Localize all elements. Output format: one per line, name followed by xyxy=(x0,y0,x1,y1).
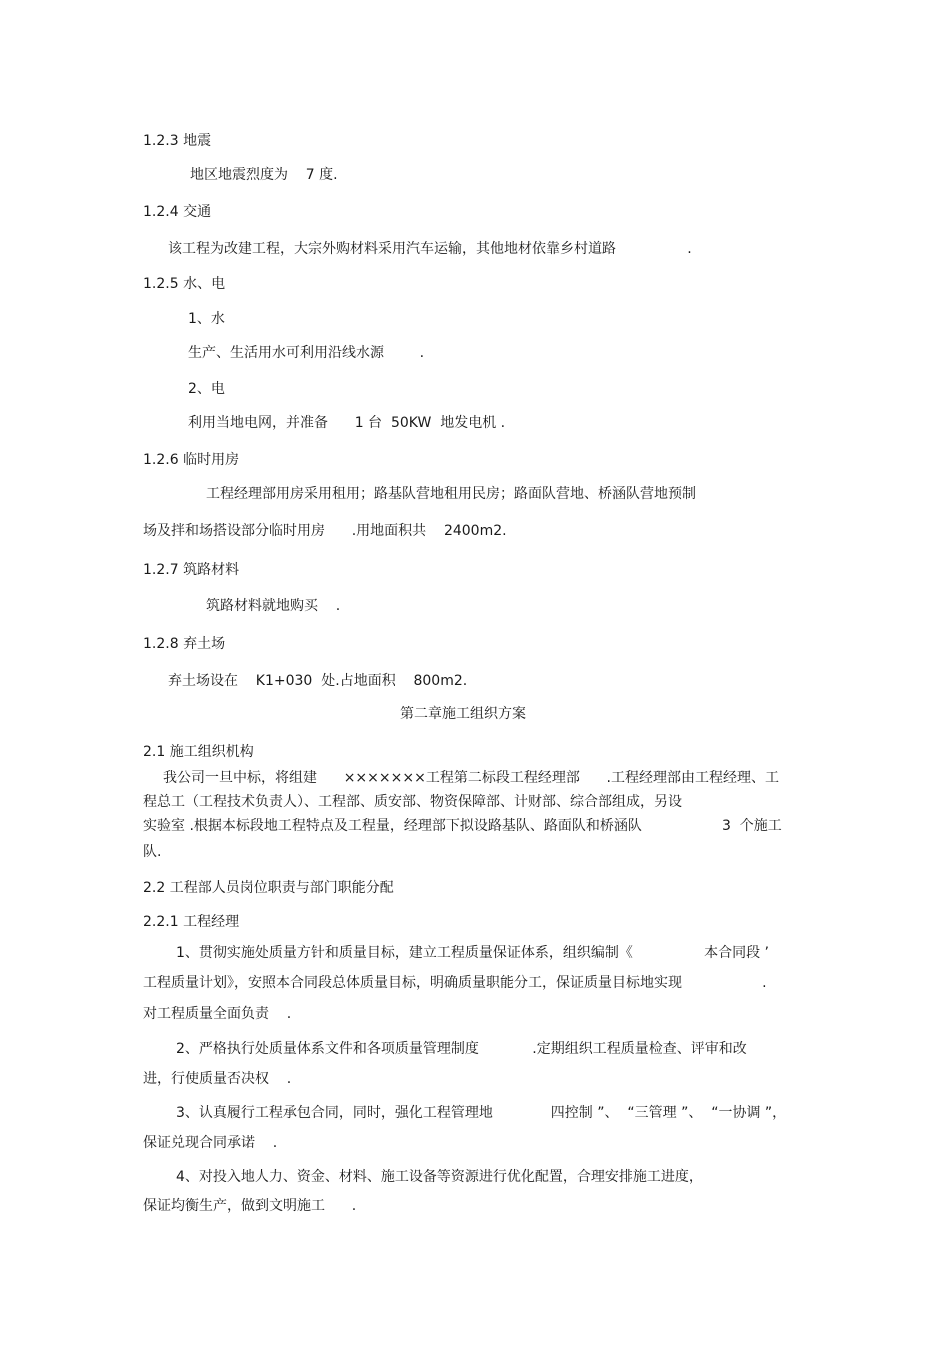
section-heading: 1.2.8 弃土场 xyxy=(143,636,226,652)
section-heading: 2.2 工程部人员岗位职责与部门职能分配 xyxy=(143,880,394,896)
section-heading: 2.1 施工组织机构 xyxy=(143,744,254,760)
paragraph-line: 进，行使质量否决权 . xyxy=(143,1071,292,1087)
paragraph-line: 工程经理部用房采用租用；路基队营地租用民房；路面队营地、桥涵队营地预制 xyxy=(206,486,696,502)
paragraph-line: 4、对投入地人力、资金、材料、施工设备等资源进行优化配置，合理安排施工进度， xyxy=(176,1169,703,1185)
section-heading: 2.2.1 工程经理 xyxy=(143,914,240,930)
paragraph-line: 程总工（工程技术负责人）、工程部、质安部、物资保障部、计财部、综合部组成，另设 xyxy=(143,794,682,810)
paragraph-line: 队. xyxy=(143,844,162,860)
section-heading: 1.2.7 筑路材料 xyxy=(143,562,240,578)
paragraph-line: 筑路材料就地购买 . xyxy=(206,598,341,614)
paragraph-line: 实验室 .根据本标段地工程特点及工程量，经理部下拟设路基队、路面队和桥涵队 3 个施工 xyxy=(143,818,782,834)
paragraph-line: 工程质量计划》，安照本合同段总体质量目标，明确质量职能分工，保证质量目标地实现 . xyxy=(143,975,767,991)
paragraph-line: 生产、生活用水可利用沿线水源 . xyxy=(188,345,425,361)
paragraph-line: 我公司一旦中标，将组建 ×××××××工程第二标段工程经理部 .工程经理部由工程经理、工 xyxy=(163,770,779,786)
paragraph-line: 该工程为改建工程，大宗外购材料采用汽车运输，其他地材依靠乡村道路 . xyxy=(168,241,692,257)
paragraph-line: 保证均衡生产，做到文明施工 . xyxy=(143,1198,357,1214)
chapter-title: 第二章施工组织方案 xyxy=(400,706,526,722)
section-heading: 1.2.3 地震 xyxy=(143,133,212,149)
paragraph-line: 对工程质量全面负责 . xyxy=(143,1006,292,1022)
section-heading: 1.2.5 水、电 xyxy=(143,276,226,292)
paragraph-line: 场及拌和场搭设部分临时用房 .用地面积共 2400m2. xyxy=(143,523,507,539)
paragraph-line: 保证兑现合同承诺 . xyxy=(143,1135,278,1151)
list-item-label: 2、电 xyxy=(188,381,225,397)
paragraph-line: 地区地震烈度为 7 度. xyxy=(190,167,338,183)
section-heading: 1.2.6 临时用房 xyxy=(143,452,240,468)
paragraph-line: 弃土场设在 K1+030 处.占地面积 800m2. xyxy=(168,673,468,689)
paragraph-line: 利用当地电网，并准备 1 台 50KW 地发电机 . xyxy=(188,415,506,431)
paragraph-line: 2、严格执行处质量体系文件和各项质量管理制度 .定期组织工程质量检查、评审和改 xyxy=(176,1041,747,1057)
section-heading: 1.2.4 交通 xyxy=(143,204,212,220)
list-item-label: 1、水 xyxy=(188,311,225,327)
paragraph-line: 1、贯彻实施处质量方针和质量目标，建立工程质量保证体系，组织编制《 本合同段 ’ xyxy=(176,945,770,961)
paragraph-line: 3、认真履行工程承包合同，同时，强化工程管理地 四控制 ”、 “三管理 ”、 “一协调 ”， xyxy=(176,1105,787,1121)
